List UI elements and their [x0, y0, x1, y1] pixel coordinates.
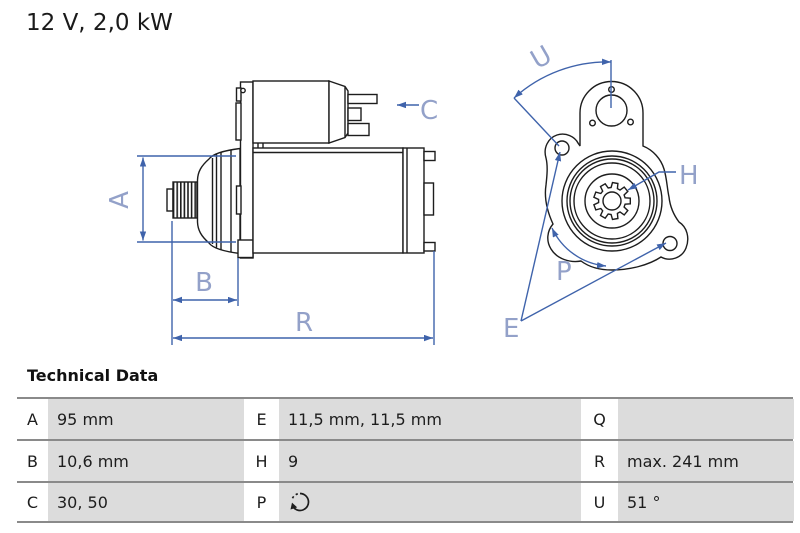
bracket-hole-small-right [628, 119, 634, 125]
dim-label-H: H [679, 161, 699, 191]
cell-value-H: 9 [279, 441, 581, 481]
cell-key-E: E [244, 399, 279, 439]
technical-data-table [17, 397, 793, 523]
end-cap [403, 148, 424, 253]
dim-label-R: R [294, 308, 314, 338]
end-cap-bump [424, 183, 434, 215]
table-row [17, 439, 793, 481]
cell-key-Q: Q [581, 399, 618, 439]
side-view [167, 81, 435, 258]
cell-key-H: H [244, 441, 279, 481]
cell-value-R: max. 241 mm [618, 441, 794, 481]
dim-label-U: U [525, 40, 558, 76]
cell-value-P [279, 483, 581, 521]
cell-key-A: A [17, 399, 48, 439]
solenoid-terminal-low [348, 124, 369, 136]
table-row [17, 481, 793, 523]
cell-value-U: 51 ° [618, 483, 794, 521]
motor-body [253, 148, 403, 253]
solenoid-terminal-mid [348, 108, 361, 121]
end-cap-tab-top [424, 152, 435, 161]
cell-key-P: P [244, 483, 279, 521]
front-view [545, 82, 688, 271]
table-row [17, 397, 793, 439]
pinion-bore [603, 192, 621, 210]
cell-value-C: 30, 50 [48, 483, 244, 521]
cell-key-B: B [17, 441, 48, 481]
solenoid-mount-lines [258, 143, 263, 148]
cell-value-E: 11,5 mm, 11,5 mm [279, 399, 581, 439]
mounting-flange [241, 82, 254, 258]
flange-pin [241, 88, 245, 92]
dim-label-E: E [503, 314, 520, 344]
technical-data-heading: Technical Data [27, 366, 159, 385]
solenoid-body [253, 81, 329, 143]
dim-label-B: B [195, 268, 213, 298]
bracket-hole-small-left [590, 120, 596, 126]
dim-label-P: P [556, 257, 572, 287]
dim-U-diagonal [514, 98, 559, 146]
end-cap-tab-bottom [424, 243, 435, 252]
cell-value-A: 95 mm [48, 399, 244, 439]
pinion-gear [173, 182, 197, 218]
cell-key-U: U [581, 483, 618, 521]
flange-bump-3 [237, 186, 242, 214]
cell-key-R: R [581, 441, 618, 481]
flange-bump-2 [236, 103, 241, 140]
cell-value-B: 10,6 mm [48, 441, 244, 481]
cell-key-C: C [17, 483, 48, 521]
cell-value-Q [618, 399, 794, 439]
solenoid-terminal-stud [348, 95, 377, 104]
flange-lower-lug [238, 240, 253, 258]
rotation-direction-icon [288, 490, 312, 514]
dim-label-C: C [420, 96, 439, 126]
dim-label-A: A [105, 191, 136, 209]
drive-end-housing [198, 149, 241, 254]
page-title: 12 V, 2,0 kW [26, 10, 173, 36]
pinion-shaft-stub [167, 189, 173, 211]
